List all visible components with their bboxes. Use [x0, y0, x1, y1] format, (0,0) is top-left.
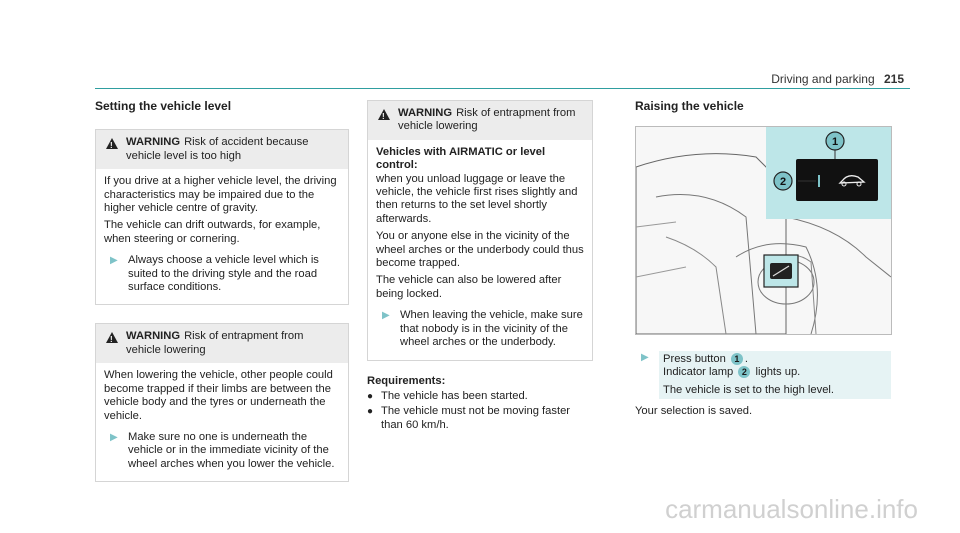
warning-box-1: [95, 129, 349, 305]
warning-body: [96, 363, 348, 481]
warning-triangle-icon: [106, 332, 118, 343]
step-text: lights up.: [755, 366, 801, 379]
step-text: Always choose a vehicle level which is suited to the driving style and the road surface conditions.: [128, 254, 319, 294]
raise-instructions: [635, 343, 891, 423]
step-text: Indicator lamp: [663, 366, 734, 379]
warning-header: [96, 324, 348, 363]
warning-label: WARNING: [126, 330, 181, 343]
warning-box-3: [367, 100, 593, 361]
warning-label: WARNING: [126, 136, 181, 149]
column-2: [367, 100, 593, 432]
page-header: [771, 72, 904, 86]
step-text: Press button: [663, 353, 726, 365]
step-text: Make sure no one is underneath the vehicle or in the immediate vicinity of the wheel arches when you lower the vehicle.: [128, 430, 335, 470]
warning-header: [368, 101, 592, 140]
section-name: Driving and parking: [771, 72, 875, 86]
callout-1-label: 1: [831, 136, 839, 148]
warning-label: WARNING: [398, 107, 453, 119]
requirement-item: [367, 390, 593, 403]
step-arrow-icon: ▶: [382, 310, 390, 322]
section-title: Raising the vehicle: [635, 99, 744, 113]
warning-text: When lowering the vehicle, other people could become trapped if their limbs are between the vehicle body and the tyres or underneath the vehicle.: [104, 369, 333, 422]
section-title: Setting the vehicle level: [95, 99, 232, 113]
bullet-icon: ●: [367, 390, 374, 402]
control-panel: [796, 159, 878, 201]
warning-text: If you drive at a higher vehicle level, the driving characteristics may be impaired due to the higher vehicle centre of gravity.: [104, 175, 337, 215]
instruction-step: [376, 309, 584, 349]
requirement-text: The vehicle must not be moving faster than 60 km/h.: [381, 405, 571, 431]
bullet-icon: ●: [367, 406, 374, 418]
warning-header: [96, 130, 348, 169]
step-text: When leaving the vehicle, make sure that nobody is in the vicinity of the wheel arches or the underbody.: [400, 309, 583, 349]
warning-text: The vehicle can drift outwards, for example, when steering or cornering.: [104, 219, 321, 245]
warning-text: You or anyone else in the vicinity of the wheel arches or the underbody could thus become trapped.: [376, 230, 584, 270]
result-text: Your selection is saved.: [635, 405, 753, 418]
warning-triangle-icon: [106, 138, 118, 149]
instruction-step: [104, 431, 340, 471]
warning-body: [96, 169, 348, 304]
warning-box-2: [95, 323, 349, 482]
watermark: carmanualsonline.info: [665, 494, 918, 524]
warning-heading: Risk of accident because vehicle level is too high: [126, 136, 309, 162]
warning-text: when you unload luggage or leave the vehicle, the vehicle first rises slightly and then returns to the set level shortly afterwards.: [376, 172, 578, 225]
step-result: The vehicle is set to the high level.: [663, 383, 835, 396]
step-arrow-icon: ▶: [641, 352, 649, 363]
warning-heading: Risk of entrapment from vehicle lowering: [398, 107, 576, 133]
console-drawing: [636, 127, 891, 334]
callout-2-label: 2: [779, 176, 787, 188]
page-number: 215: [883, 72, 904, 86]
vehicle-console-illustration: [635, 126, 892, 335]
callout-2-badge: 2: [738, 366, 750, 378]
step-arrow-icon: ▶: [110, 255, 118, 267]
instruction-step: ▶ Press button 1 . Indicator lamp 2 lights up. The vehicle is set to the high level.: [635, 351, 891, 399]
callout-1-badge: 1: [731, 353, 743, 365]
step-arrow-icon: ▶: [110, 431, 118, 443]
warning-body: [368, 140, 592, 360]
column-1: [95, 100, 349, 482]
warning-triangle-icon: [378, 109, 390, 120]
header-rule: [95, 88, 910, 89]
warning-subheading: Vehicles with AIRMATIC or level control:: [376, 145, 546, 172]
instruction-step: [104, 254, 340, 294]
warning-text: The vehicle can also be lowered after being locked.: [376, 274, 562, 300]
requirements-title: Requirements:: [367, 374, 446, 387]
requirement-item: [367, 405, 593, 432]
warning-heading: Risk of entrapment from vehicle lowering: [126, 330, 304, 356]
requirement-text: The vehicle has been started.: [381, 389, 528, 402]
column-3: [635, 99, 891, 418]
